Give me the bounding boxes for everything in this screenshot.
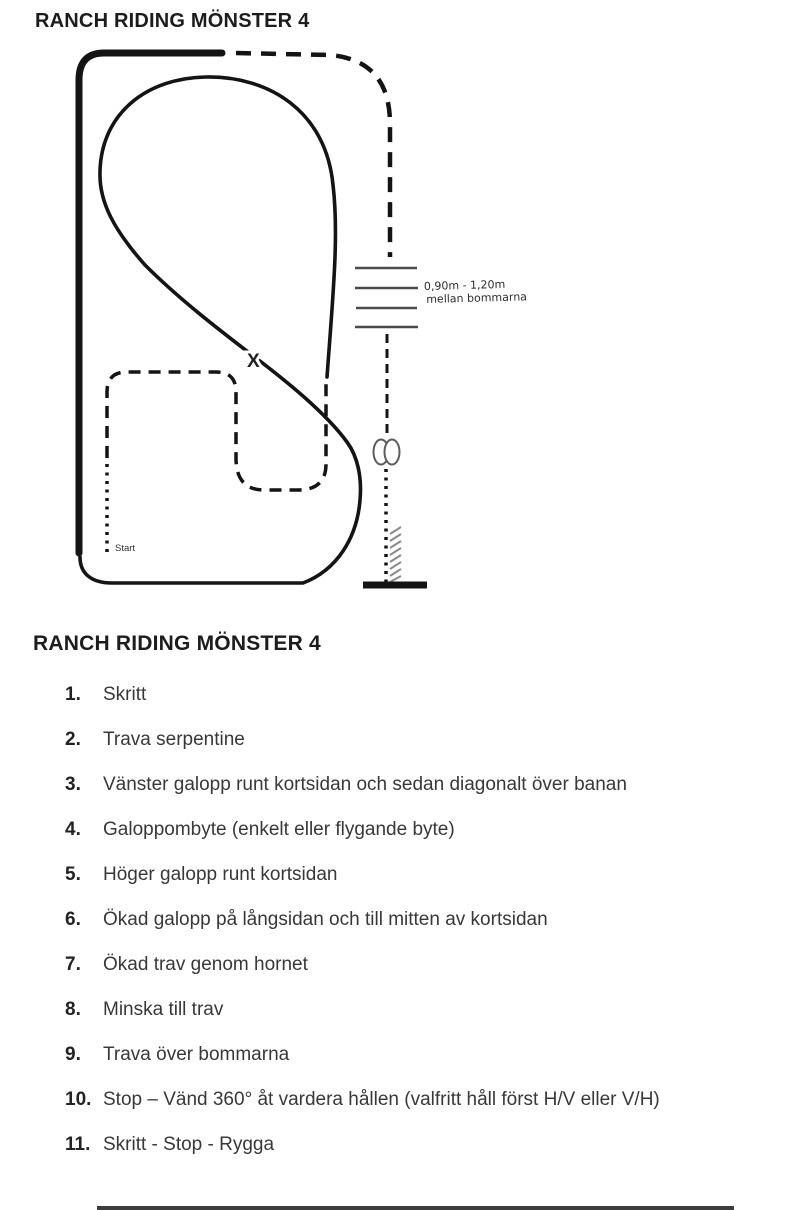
instruction-text: Stop – Vänd 360° åt vardera hållen (valfritt håll först H/V eller V/H) [103, 1089, 660, 1110]
instruction-item [65, 773, 800, 796]
instruction-text: Trava serpentine [103, 729, 245, 750]
instruction-item [65, 728, 800, 751]
turn-360-symbol [374, 440, 400, 465]
instructions-section [0, 632, 800, 1178]
instruction-item [65, 908, 800, 931]
instruction-number: 6. [65, 909, 81, 930]
instruction-text: Ökad galopp på långsidan och till mitten av kortsidan [103, 909, 548, 930]
instruction-number: 5. [65, 864, 81, 885]
instruction-text: Skritt - Stop - Rygga [103, 1134, 275, 1155]
instruction-number: 4. [65, 819, 81, 840]
instruction-number: 10. [65, 1089, 92, 1110]
poles-annotation-line1: 0,90m - 1,20m [423, 277, 506, 293]
rail-extended-path [79, 53, 222, 553]
instruction-list [0, 683, 800, 1156]
instructions-title: RANCH RIDING MÖNSTER 4 [33, 632, 321, 655]
start-label: Start [115, 543, 136, 554]
instruction-item [65, 1043, 800, 1066]
canter-loop-path [80, 77, 360, 583]
instruction-item [65, 998, 800, 1021]
instruction-item [65, 818, 800, 841]
instruction-number: 2. [65, 729, 81, 750]
backup-hatch-marks [390, 527, 401, 582]
instruction-text: Höger galopp runt kortsidan [103, 864, 338, 885]
instruction-text: Skritt [103, 684, 147, 705]
diagram-title: RANCH RIDING MÖNSTER 4 [35, 10, 310, 32]
instruction-text: Minska till trav [103, 999, 224, 1020]
bottom-rule [97, 1206, 734, 1210]
instruction-item [65, 953, 800, 976]
instruction-item [65, 1088, 800, 1111]
poles-group [355, 268, 418, 327]
instruction-text: Trava över bommarna [103, 1044, 290, 1065]
instruction-number: 11. [65, 1134, 91, 1155]
instruction-number: 1. [65, 684, 81, 705]
instruction-text: Galoppombyte (enkelt eller flygande byte) [103, 819, 455, 840]
instruction-text: Vänster galopp runt kortsidan och sedan diagonalt över banan [103, 774, 627, 795]
instruction-number: 8. [65, 999, 81, 1020]
instruction-number: 7. [65, 954, 81, 975]
instruction-item [65, 683, 800, 706]
instruction-number: 3. [65, 774, 81, 795]
instruction-item [65, 1133, 800, 1156]
instruction-item [65, 863, 800, 886]
instruction-text: Ökad trav genom hornet [103, 954, 308, 975]
instruction-number: 9. [65, 1044, 81, 1065]
poles-annotation-line2: mellan bommarna [426, 290, 528, 306]
poles-annotation [424, 277, 527, 306]
lead-change-marker: X [247, 351, 260, 372]
